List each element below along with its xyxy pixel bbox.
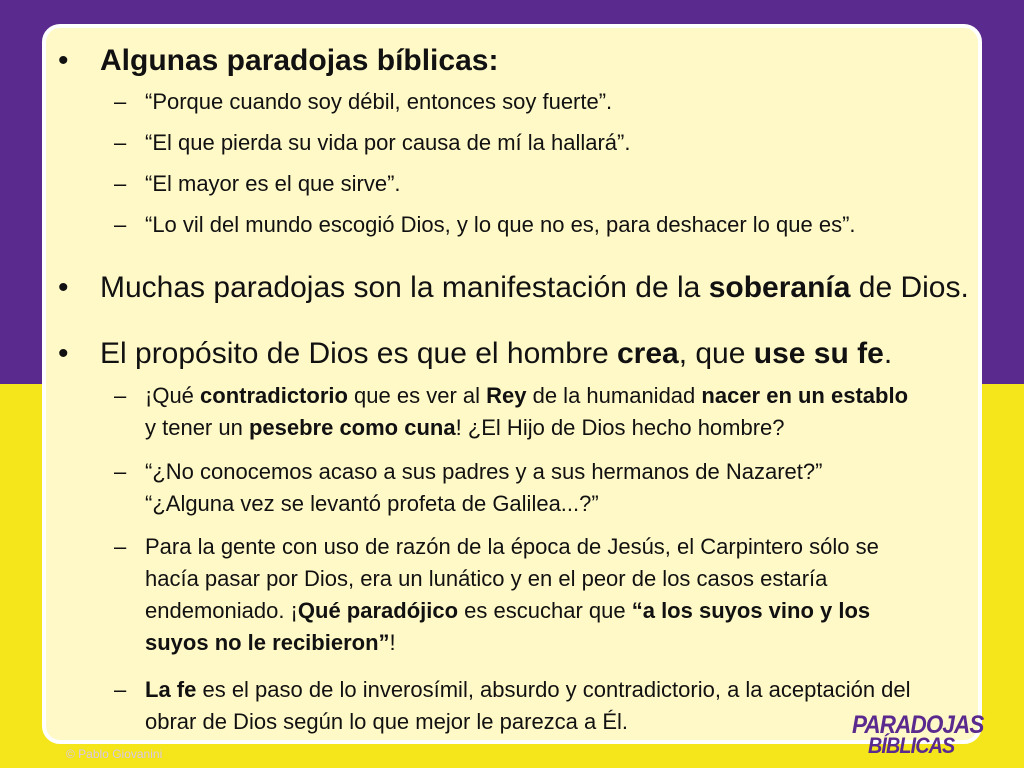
emphasis-text: pesebre como cuna [248,415,456,440]
dash-icon: – [114,89,127,114]
sub-item-text [145,531,925,659]
text-run: de Dios. [850,271,969,304]
dash-icon: – [114,534,127,559]
dash-icon: – [114,677,127,702]
text-run: , que [678,337,754,370]
sub-item-text: “Porque cuando soy débil, entonces soy fuerte”. [145,89,613,114]
sub-item-text: “El mayor es el que sirve”. [145,171,401,196]
slide-heading: Algunas paradojas bíblicas: [100,44,499,77]
text-run: y tener un [145,415,249,440]
sub-item-text [145,456,925,520]
emphasis-text: Qué paradójico [297,598,459,623]
bullet-icon: • [58,271,69,304]
text-run: ! [389,630,396,655]
logo-line-1: PARADOJAS [852,711,984,739]
emphasis-text: La fe [145,677,197,702]
emphasis-text: use su fe [753,337,884,370]
bullet-icon: • [58,44,69,77]
quote-line: “¿No conocemos acaso a sus padres y a sus hermanos de Nazaret?” [145,459,823,484]
bullet-icon: • [58,337,69,370]
bullet-text [100,271,969,305]
emphasis-text: “a los suyos vino y los suyos no le recibieron” [145,598,871,655]
text-run: ¡Qué [145,383,201,408]
sub-item-text: “El que pierda su vida por causa de mí la hallará”. [145,130,631,155]
text-run: Para la gente con uso de razón de la época de Jesús, el Carpintero sólo se hacía pasar por Dios, era un lunático y en el peor de los casos estaría endemoniado. ¡ [145,534,879,623]
dash-icon: – [114,459,127,484]
text-run: es escuchar que [458,598,632,623]
text-run: de la humanidad [526,383,702,408]
copyright-footer: © Pablo Giovanini [66,747,163,761]
emphasis-text: crea [616,337,679,370]
text-run: . [883,337,893,370]
bullet-text [100,337,892,371]
emphasis-text: Rey [486,383,527,408]
paradojas-biblicas-logo [848,710,984,766]
emphasis-text: contradictorio [200,383,348,408]
emphasis-text: nacer en un establo [701,383,909,408]
text-run: es el paso de lo inverosímil, absurdo y contradictorio, a la aceptación del obrar de Dios según lo que mejor le parezca a Él. [145,677,911,734]
logo-line-2: BÍBLICAS [868,733,955,758]
sub-item-text [145,380,925,444]
text-run: que es ver al [347,383,487,408]
dash-icon: – [114,383,127,408]
text-run: El propósito de Dios es que el hombre [100,337,617,370]
dash-icon: – [114,130,127,155]
emphasis-text: soberanía [708,271,851,304]
dash-icon: – [114,212,127,237]
quote-line: “¿Alguna vez se levantó profeta de Galilea...?” [145,491,599,516]
sub-item-text: “Lo vil del mundo escogió Dios, y lo que no es, para deshacer lo que es”. [145,212,856,237]
sub-item-text [145,674,925,738]
dash-icon: – [114,171,127,196]
text-run: Muchas paradojas son la manifestación de la [100,271,709,304]
text-run: ! ¿El Hijo de Dios hecho hombre? [455,415,785,440]
